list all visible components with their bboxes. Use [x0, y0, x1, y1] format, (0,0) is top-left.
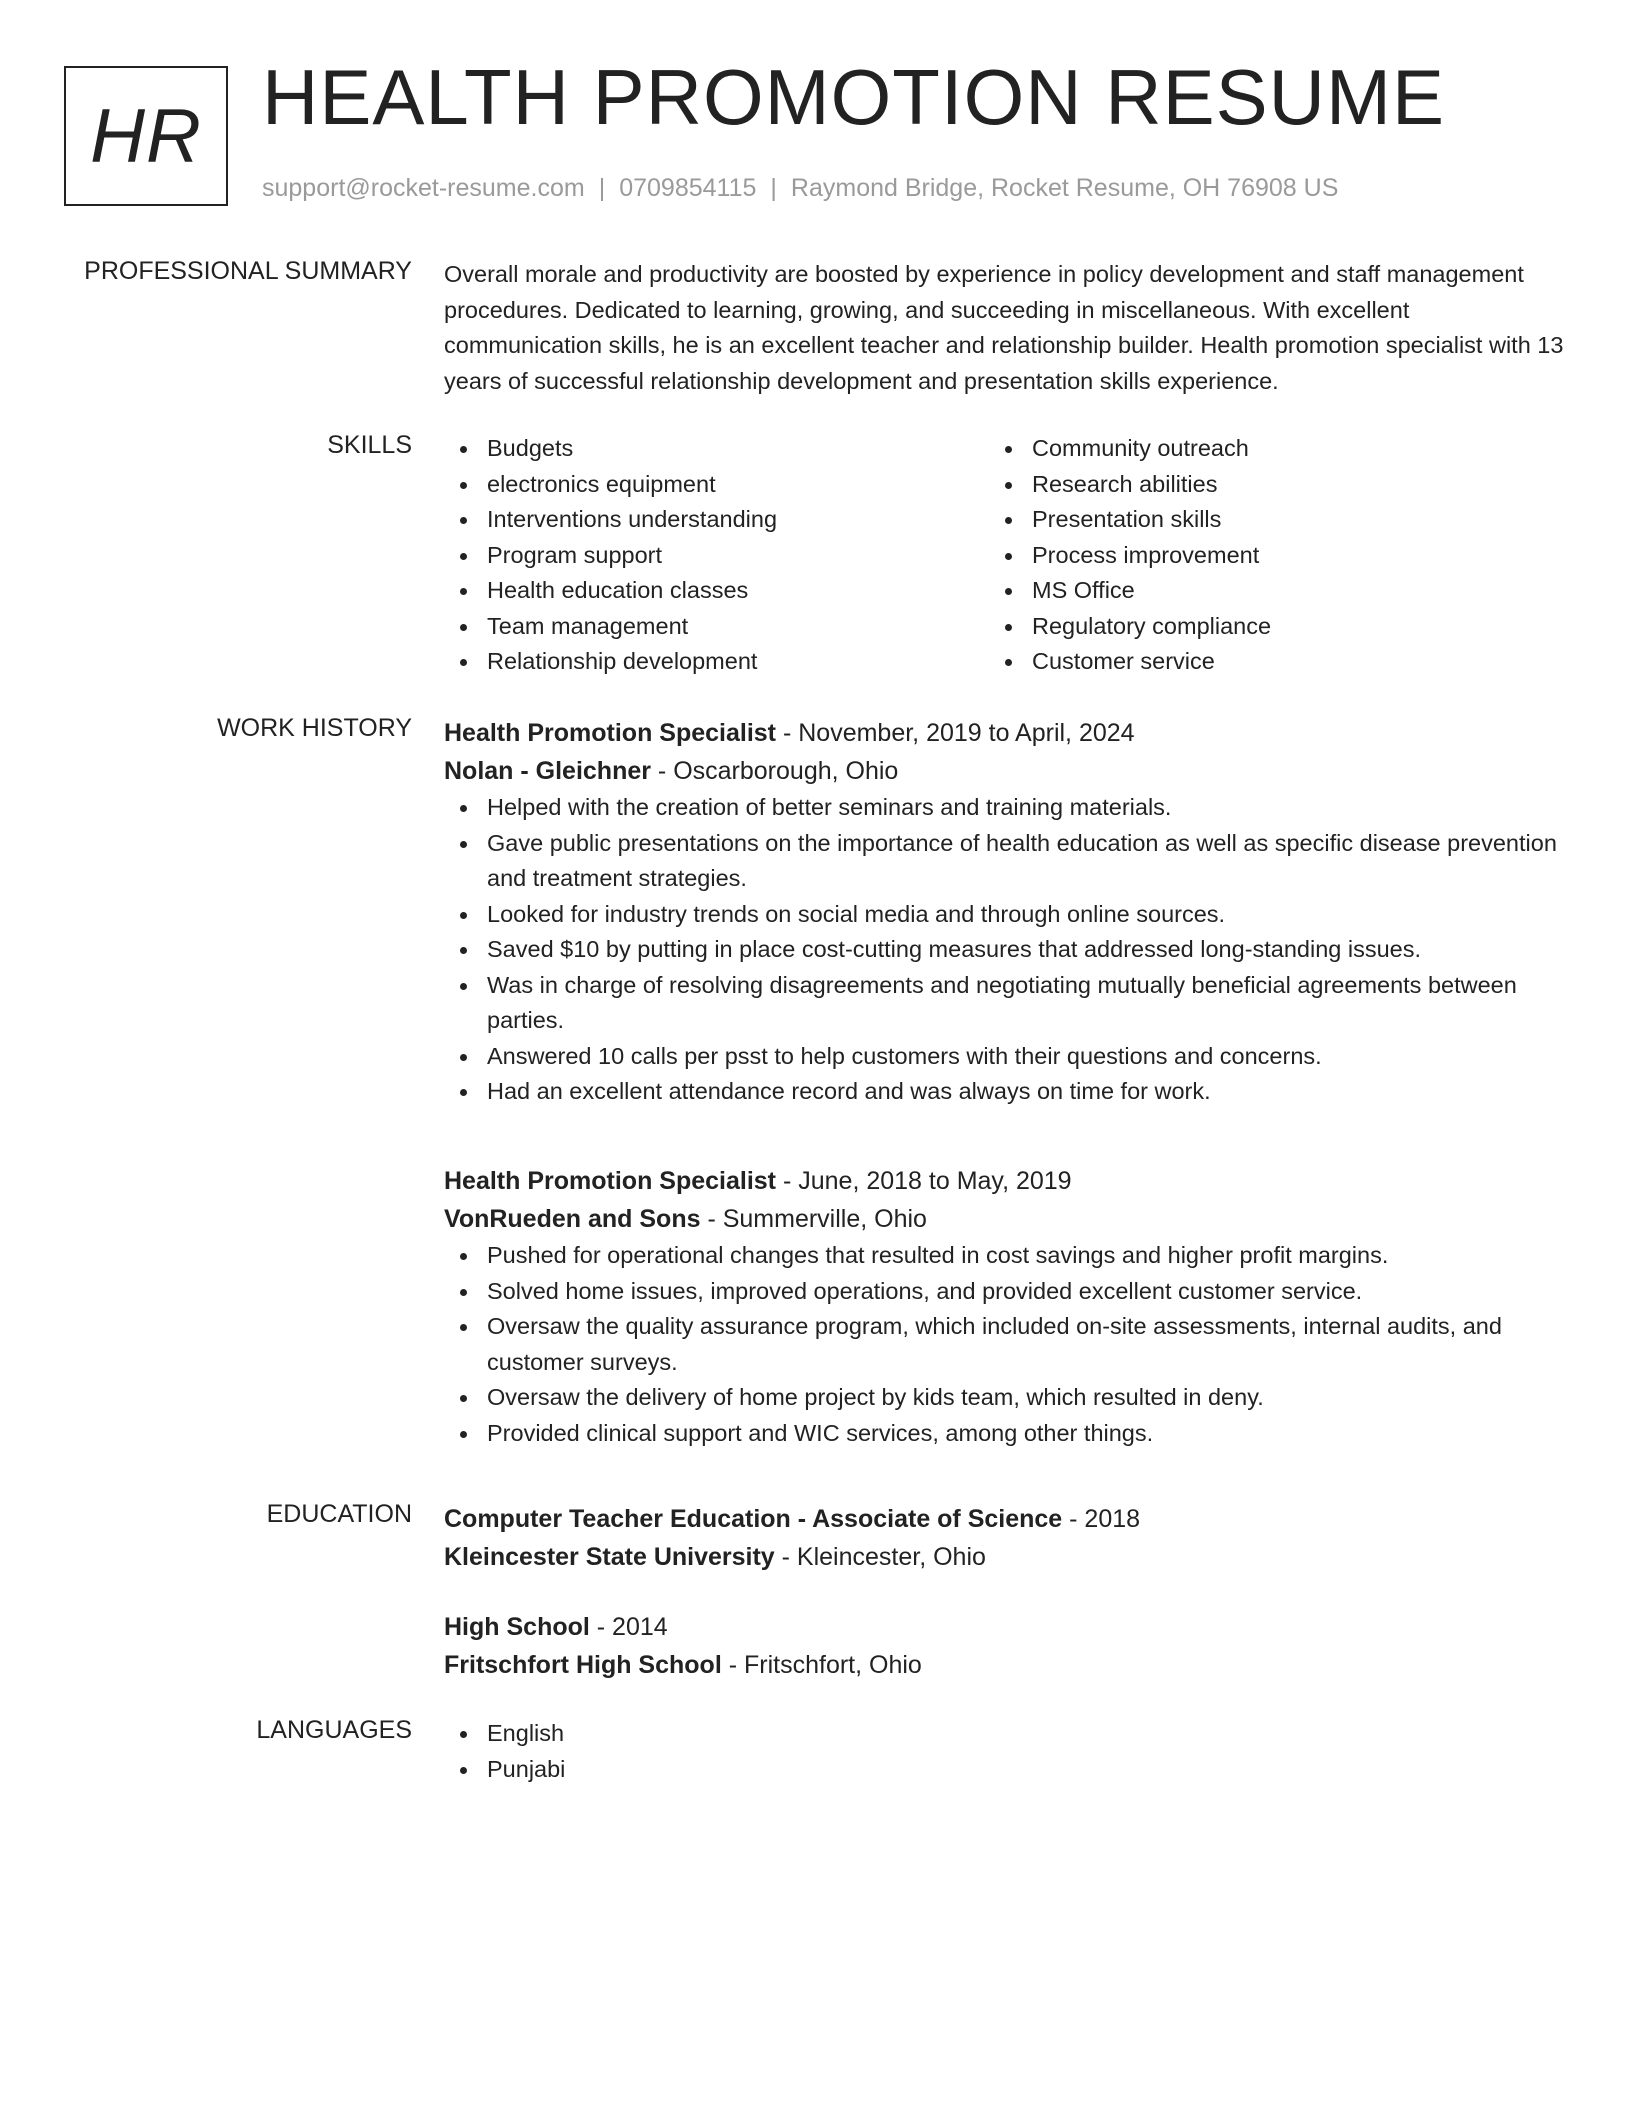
job-location: - Summerville, Ohio — [700, 1205, 927, 1233]
list-item: MS Office — [989, 573, 1534, 609]
list-item: English — [444, 1716, 1564, 1752]
list-item: Had an excellent attendance record and was always on time for work. — [444, 1074, 1564, 1110]
list-item: Helped with the creation of better seminars and training materials. — [444, 790, 1564, 826]
job-bullets — [444, 790, 1564, 1110]
list-item: Customer service — [989, 644, 1534, 680]
contact-line — [262, 174, 1338, 203]
resume-title: HEALTH PROMOTION RESUME — [262, 53, 1445, 141]
list-item: Team management — [444, 609, 989, 645]
languages-heading: LANGUAGES — [256, 1716, 412, 1744]
skills-body — [444, 431, 1564, 680]
degree-name: Computer Teacher Education - Associate of Science — [444, 1505, 1063, 1533]
list-item: Answered 10 calls per psst to help customers with their questions and concerns. — [444, 1039, 1564, 1075]
skills-list-left — [444, 431, 989, 680]
job-company: Nolan - Gleichner — [444, 757, 651, 785]
job-entry — [444, 714, 1564, 1110]
education-heading: EDUCATION — [266, 1500, 412, 1528]
list-item: Pushed for operational changes that resulted in cost savings and higher profit margins. — [444, 1238, 1564, 1274]
list-item: Was in charge of resolving disagreements and negotiating mutually beneficial agreements between parties. — [444, 968, 1564, 1039]
list-item: Budgets — [444, 431, 989, 467]
contact-address: Raymond Bridge, Rocket Resume, OH 76908 US — [790, 174, 1339, 202]
list-item: Research abilities — [989, 467, 1534, 503]
list-item: Looked for industry trends on social media and through online sources. — [444, 897, 1564, 933]
education-entry — [444, 1500, 1564, 1576]
school-name: Kleincester State University — [444, 1543, 775, 1571]
list-item: Relationship development — [444, 644, 989, 680]
list-item: Health education classes — [444, 573, 989, 609]
school-location: - Kleincester, Ohio — [774, 1543, 986, 1571]
school-line — [444, 1538, 1564, 1576]
list-item: Program support — [444, 538, 989, 574]
list-item: Oversaw the delivery of home project by kids team, which resulted in deny. — [444, 1380, 1564, 1416]
job-company-line — [444, 752, 1564, 790]
job-bullets — [444, 1238, 1564, 1451]
list-item: Solved home issues, improved operations, and provided excellent customer service. — [444, 1274, 1564, 1310]
list-item: Punjabi — [444, 1752, 1564, 1788]
school-name: Fritschfort High School — [444, 1651, 722, 1679]
job-company: VonRueden and Sons — [444, 1205, 701, 1233]
job-title-line — [444, 714, 1564, 752]
monogram-initials: HR — [90, 93, 202, 179]
education-entry — [444, 1608, 1564, 1684]
skills-heading: SKILLS — [327, 431, 412, 459]
languages-body — [444, 1716, 1564, 1787]
school-line — [444, 1646, 1564, 1684]
list-item: Community outreach — [989, 431, 1534, 467]
summary-body — [444, 257, 1564, 399]
list-item: electronics equipment — [444, 467, 989, 503]
contact-separator: | — [770, 174, 777, 202]
school-location: - Fritschfort, Ohio — [721, 1651, 922, 1679]
degree-year: - 2014 — [589, 1613, 668, 1641]
list-item: Interventions understanding — [444, 502, 989, 538]
contact-email[interactable]: support@rocket-resume.com — [262, 174, 585, 202]
work-history-heading: WORK HISTORY — [217, 714, 412, 742]
summary-heading: PROFESSIONAL SUMMARY — [84, 257, 412, 285]
list-item: Regulatory compliance — [989, 609, 1534, 645]
job-title: Health Promotion Specialist — [444, 1167, 777, 1195]
degree-line — [444, 1500, 1564, 1538]
summary-text: Overall morale and productivity are boosted by experience in policy development and staff management procedures. Dedicated to learning, growing, and succeeding in miscellaneous. With excellent communication skills, he is an excellent teacher and relationship builder. Health promotion specialist with 13 years of successful relationship development and presentation skills experience. — [444, 261, 1564, 394]
contact-phone: 0709854115 — [619, 174, 757, 202]
skills-list-right — [989, 431, 1534, 680]
degree-name: High School — [444, 1613, 590, 1641]
monogram-box — [64, 66, 228, 206]
job-title: Health Promotion Specialist — [444, 719, 777, 747]
job-entry — [444, 1162, 1564, 1451]
contact-separator: | — [598, 174, 606, 202]
job-dates: - June, 2018 to May, 2019 — [776, 1167, 1072, 1195]
job-title-line — [444, 1162, 1564, 1200]
job-dates: - November, 2019 to April, 2024 — [776, 719, 1135, 747]
skills-columns — [444, 431, 1564, 680]
list-item: Saved $10 by putting in place cost-cutting measures that addressed long-standing issues. — [444, 932, 1564, 968]
list-item: Presentation skills — [989, 502, 1534, 538]
degree-line — [444, 1608, 1564, 1646]
job-company-line — [444, 1200, 1564, 1238]
degree-year: - 2018 — [1062, 1505, 1141, 1533]
list-item: Process improvement — [989, 538, 1534, 574]
list-item: Gave public presentations on the importance of health education as well as specific disease prevention and treatment strategies. — [444, 826, 1564, 897]
list-item: Oversaw the quality assurance program, which included on-site assessments, internal audits, and customer surveys. — [444, 1309, 1564, 1380]
job-location: - Oscarborough, Ohio — [650, 757, 899, 785]
list-item: Provided clinical support and WIC services, among other things. — [444, 1416, 1564, 1452]
languages-list — [444, 1716, 1564, 1787]
